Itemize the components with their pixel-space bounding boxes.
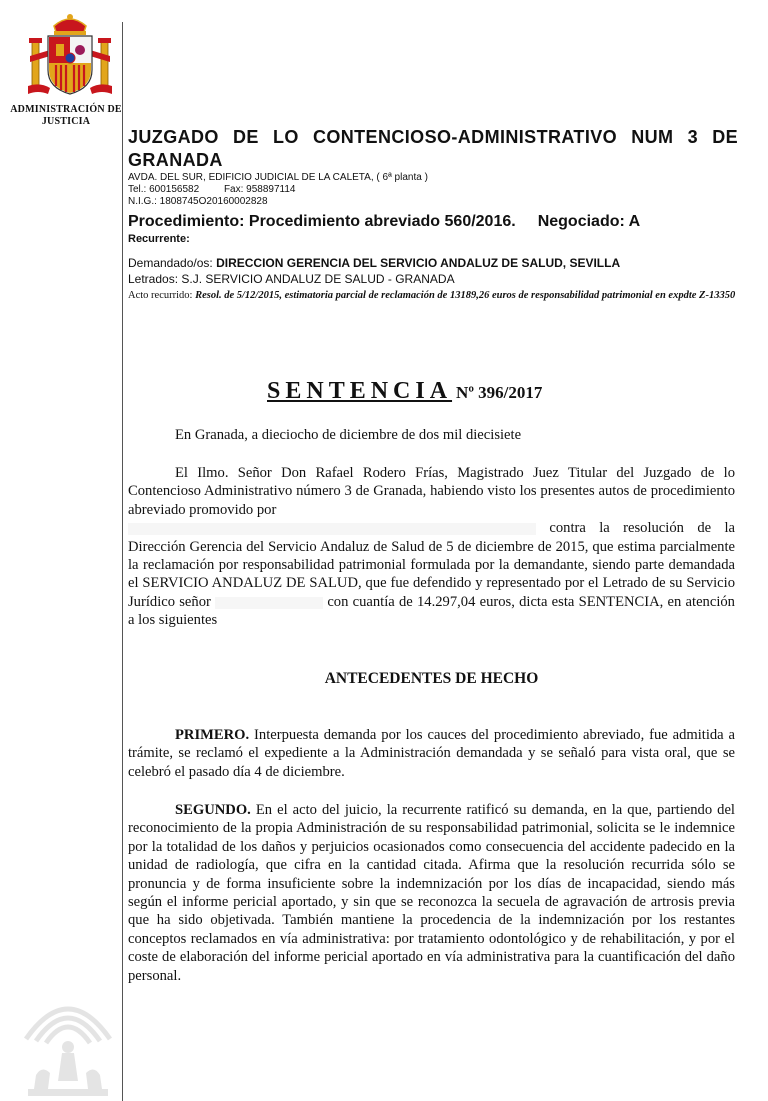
- title-main: SENTENCIA: [267, 378, 453, 404]
- letrados-label: Letrados:: [128, 272, 179, 286]
- redacted-line: [128, 247, 738, 255]
- segundo-label: SEGUNDO.: [175, 802, 251, 818]
- case-header: [128, 126, 738, 302]
- procedure-text: Procedimiento: Procedimiento abreviado 560/2016.: [128, 213, 516, 230]
- court-name: JUZGADO DE LO CONTENCIOSO-ADMINISTRATIVO NUM 3 DE GRANADA: [128, 127, 738, 170]
- intro-text-3: con cuantía de 14.297,04 euros, dicta esta SENTENCIA, en atención a los siguientes: [128, 593, 735, 629]
- procedure-line: [128, 212, 738, 232]
- recurrente-label: Recurrente:: [128, 233, 190, 245]
- intro-part-1: El Ilmo. Señor Don Rafael Rodero Frías, Magistrado Juez Titular del Juzgado de lo Contencioso Administrativo número 3 de Granada, habiendo visto los presentes autos de procedimiento abreviado promovido por: [128, 465, 735, 518]
- letrados-line: [128, 271, 738, 287]
- coat-of-arms-icon: [28, 12, 112, 102]
- segundo-paragraph: [128, 801, 735, 985]
- intro-paragraph: [128, 464, 735, 630]
- redacted-lawyer: [215, 597, 323, 609]
- sentence-number: Nº 396/2017: [456, 383, 543, 402]
- junta-watermark-icon: [18, 975, 118, 1101]
- acto-line: [128, 289, 738, 302]
- intro-text-2: contra la resolución de la Dirección Gerencia del Servicio Andaluz de Salud de 5 de diciembre de 2015, que estima parcialmente la reclamación por responsabilidad patrimonial formulada por la demandante, siendo parte demandada el SERVICIO ANDALUZ DE SALUD, que fue defendido y representado por el Letrado de su Servicio Jurídico señor: [128, 520, 736, 610]
- acto-label: Acto recurrido:: [128, 290, 193, 301]
- court-tel: Tel.: 600156582: [128, 184, 200, 195]
- negociado-text: Negociado: A: [537, 213, 641, 230]
- demandado-value: DIRECCION GERENCIA DEL SERVICIO ANDALUZ DE SALUD, SEVILLA: [216, 256, 621, 270]
- administration-label: ADMINISTRACIÓN DE JUSTICIA: [10, 104, 122, 127]
- letrados-value: S.J. SERVICIO ANDALUZ DE SALUD - GRANADA: [181, 272, 455, 286]
- court-fax: Fax: 958897114: [223, 184, 296, 195]
- nig-number: N.I.G.: 1808745O20160002828: [128, 196, 268, 207]
- primero-paragraph: [128, 726, 735, 781]
- date-line: En Granada, a dieciocho de diciembre de dos mil diecisiete: [175, 427, 522, 443]
- margin-rule: [122, 22, 123, 1101]
- intro-part-2: [128, 519, 735, 629]
- segundo-text: En el acto del juicio, la recurrente ratificó su demanda, en la que, partiendo del reconocimiento de la propia Administración de su responsabilidad patrimonial, solicita se le indemnice por la totalidad de los daños y perjuicios ocasionados como consecuencia del accidente padecido en la unidad de radiología, que cifra en la cantidad citada. Afirma que la resolución recurrida sólo se pronuncia y de forma insuficiente sobre la indemnización por los días de incapacidad, siendo más según el informe pericial aportado, y sin que se reconozca la secuela de agravación de artrosis previa que ha sido objetivada. También mantiene la procedencia de la indemnización por los restantes conceptos reclamados en vía administrativa: por tratamiento odontológico y de rehabilitación, y por el coste de elaboración del informe pericial aportado en vía administrativa para la cuantificación del daño personal.: [128, 802, 735, 984]
- demandado-label: Demandado/os:: [128, 256, 213, 270]
- section-heading: ANTECEDENTES DE HECHO: [324, 670, 539, 687]
- sentence-title: [267, 378, 667, 405]
- primero-label: PRIMERO.: [175, 727, 250, 743]
- primero-text: Interpuesta demanda por los cauces del procedimiento abreviado, fue admitida a trámite, se reclamó el expediente a la Administración demandada y se señaló para vista oral, que se celebró el pasado día 4 de diciembre.: [128, 727, 735, 780]
- demandado-line: [128, 255, 738, 271]
- court-phone-fax: [128, 184, 738, 196]
- redacted-name: [128, 523, 536, 535]
- acto-value: Resol. de 5/12/2015, estimatoria parcial de reclamación de 13189,26 euros de responsabilidad patrimonial en expdte Z-13350: [195, 290, 736, 301]
- court-address: AVDA. DEL SUR, EDIFICIO JUDICIAL DE LA CALETA, ( 6ª planta ): [128, 172, 428, 183]
